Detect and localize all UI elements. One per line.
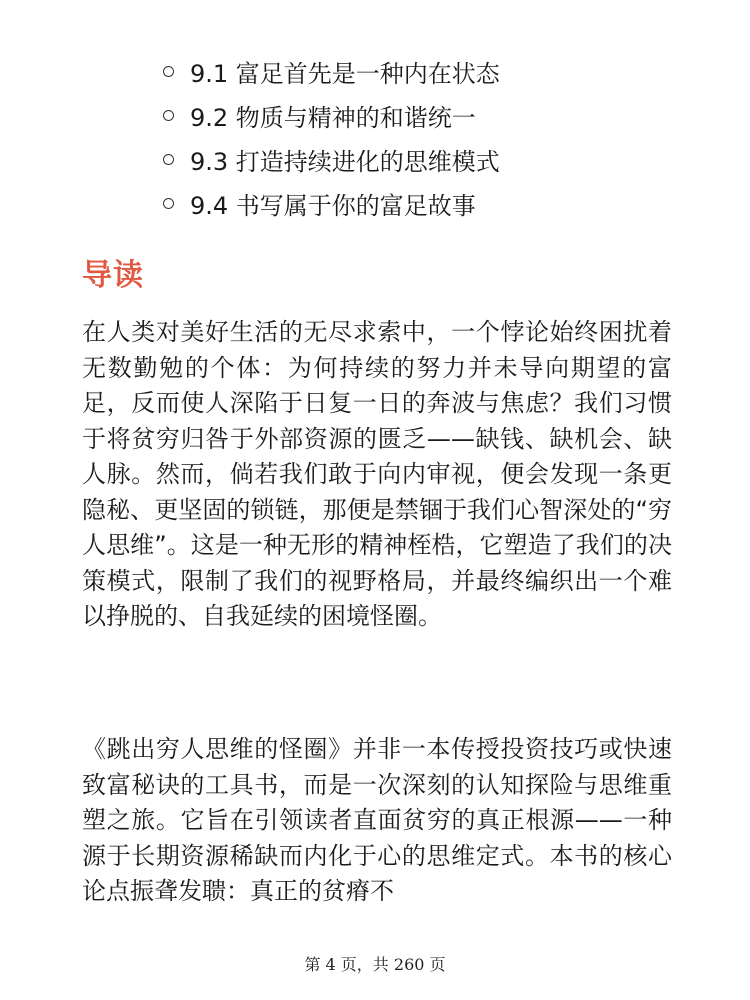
hollow-circle-bullet-icon	[163, 198, 174, 209]
toc-item[interactable]	[163, 49, 500, 93]
toc-item[interactable]	[163, 137, 500, 181]
section-heading: 导读	[82, 258, 144, 293]
toc-sublist	[163, 49, 500, 225]
hollow-circle-bullet-icon	[163, 110, 174, 121]
hollow-circle-bullet-icon	[163, 154, 174, 165]
body-paragraph: 《跳出穷人思维的怪圈》并非一本传授投资技巧或快速致富秘诀的工具书，而是一次深刻的认知探险与思维重塑之旅。它旨在引领读者直面贫穷的真正根源——一种源于长期资源稀缺而内化于心的思维定式。本书的核心论点振聋发聩：真正的贫瘠不	[82, 735, 672, 905]
hollow-circle-bullet-icon	[163, 66, 174, 77]
page-number-footer: 第 4 页，共 260 页	[304, 955, 446, 974]
body-paragraph: 在人类对美好生活的无尽求索中，一个悖论始终困扰着无数勤勉的个体：为何持续的努力并未导向期望的富足，反而使人深陷于日复一日的奔波与焦虑？我们习惯于将贫穷归咎于外部资源的匮乏——缺钱、缺机会、缺人脉。然而，倘若我们敢于向内审视，便会发现一条更隐秘、更坚固的锁链，那便是禁锢于我们心智深处的“穷人思维”。这是一种无形的精神桎梏，它塑造了我们的决策模式，限制了我们的视野格局，并最终编织出一个难以挣脱的、自我延续的困境怪圈。	[82, 318, 672, 630]
toc-item-label: 9.1 富足首先是一种内在状态	[190, 59, 500, 88]
toc-item-label: 9.2 物质与精神的和谐统一	[190, 103, 476, 132]
toc-item-label: 9.4 书写属于你的富足故事	[190, 191, 476, 220]
toc-item[interactable]	[163, 93, 500, 137]
toc-item-label: 9.3 打造持续进化的思维模式	[190, 147, 500, 176]
toc-item[interactable]	[163, 181, 500, 225]
